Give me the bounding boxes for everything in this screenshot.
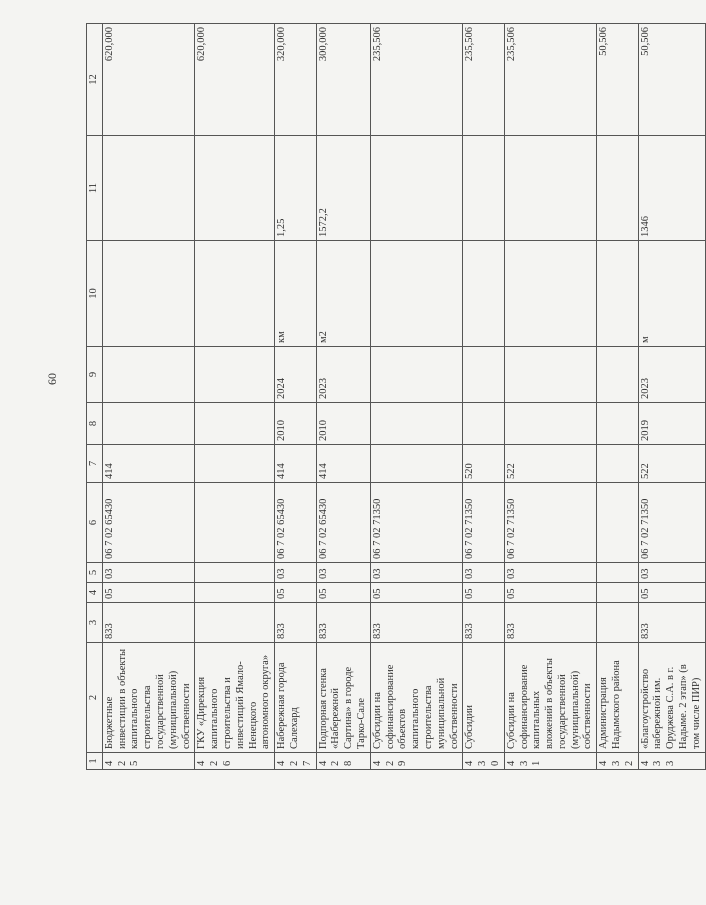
table-cell-col-4 [597, 583, 638, 603]
table-cell-col-10 [463, 241, 504, 347]
table-cell-col-8: 2019 [638, 403, 705, 445]
table-cell-col-6: 06 7 02 71350 [638, 483, 705, 563]
column-header-6: 6 [87, 483, 103, 563]
table-cell-col-9: 2023 [316, 347, 370, 403]
table-cell-col-1: 433 [638, 753, 705, 770]
table-cell-col-3: 833 [370, 603, 463, 643]
table-cell-col-9 [597, 347, 638, 403]
column-header-12: 12 [87, 24, 103, 136]
table-cell-col-2: Бюджетные инвестиции в объекты капитального строительства государственной (муниципальной) собственности [102, 643, 195, 753]
table-cell-col-10: м2 [316, 241, 370, 347]
table-cell-col-9 [370, 347, 463, 403]
column-header-1: 1 [87, 753, 103, 770]
table-cell-col-6 [597, 483, 638, 563]
table-cell-col-5 [597, 563, 638, 583]
table-cell-col-8 [504, 403, 597, 445]
table-cell-col-10: м [638, 241, 705, 347]
table-cell-col-2: Субсидии на софинансирование объектов капитального строительства муниципальной собственности [370, 643, 463, 753]
column-header-5: 5 [87, 563, 103, 583]
column-header-4: 4 [87, 583, 103, 603]
table-cell-col-12: 235,506 [370, 24, 463, 136]
table-cell-col-8 [370, 403, 463, 445]
table-cell-col-6: 06 7 02 71350 [504, 483, 597, 563]
table-cell-col-7: 414 [316, 445, 370, 483]
table-cell-col-8 [597, 403, 638, 445]
table-cell-col-6: 06 7 02 65430 [316, 483, 370, 563]
table-cell-col-6: 06 7 02 65430 [102, 483, 195, 563]
table-cell-col-10 [102, 241, 195, 347]
table-cell-col-5: 03 [316, 563, 370, 583]
table-cell-col-7: 520 [463, 445, 504, 483]
table-cell-col-5: 03 [638, 563, 705, 583]
table-cell-col-9 [195, 347, 275, 403]
table-cell-col-5: 03 [370, 563, 463, 583]
table-cell-col-10 [504, 241, 597, 347]
column-header-11: 11 [87, 136, 103, 241]
table-cell-col-12: 620,000 [102, 24, 195, 136]
table-cell-col-7 [597, 445, 638, 483]
table-header-row [87, 24, 103, 770]
table-cell-col-1: 428 [316, 753, 370, 770]
table-cell-col-1: 431 [504, 753, 597, 770]
table-cell-col-9 [504, 347, 597, 403]
page-number: 60 [45, 373, 59, 385]
table-cell-col-10 [370, 241, 463, 347]
table-cell-col-11: 1572,2 [316, 136, 370, 241]
table-cell-col-8 [195, 403, 275, 445]
table-cell-col-7: 522 [638, 445, 705, 483]
table-cell-col-5: 03 [504, 563, 597, 583]
table-cell-col-12: 620,000 [195, 24, 275, 136]
table-cell-col-12: 235,506 [504, 24, 597, 136]
table-cell-col-5: 03 [463, 563, 504, 583]
table-cell-col-4: 05 [102, 583, 195, 603]
table-row [195, 24, 275, 770]
table-cell-col-7: 414 [102, 445, 195, 483]
table-cell-col-4: 05 [638, 583, 705, 603]
table-row [102, 24, 195, 770]
table-cell-col-3: 833 [275, 603, 316, 643]
column-header-3: 3 [87, 603, 103, 643]
table-cell-col-2: ГКУ «Дирекция капитального строительства и инвестиций Ямало-Ненецкого автономного округа» [195, 643, 275, 753]
table-cell-col-2: Подпорная стенка «Набережной Сартина» в городе Тарко-Сале [316, 643, 370, 753]
table-cell-col-12: 235,506 [463, 24, 504, 136]
table-cell-col-1: 432 [597, 753, 638, 770]
table-row [463, 24, 504, 770]
table-cell-col-5 [195, 563, 275, 583]
table-cell-col-4: 05 [316, 583, 370, 603]
table-cell-col-11 [370, 136, 463, 241]
table-cell-col-8: 2010 [275, 403, 316, 445]
column-header-9: 9 [87, 347, 103, 403]
column-header-10: 10 [87, 241, 103, 347]
table-cell-col-2: Набережная города Салехард [275, 643, 316, 753]
table-row [275, 24, 316, 770]
table-cell-col-7 [370, 445, 463, 483]
table-cell-col-6: 06 7 02 65430 [275, 483, 316, 563]
table-cell-col-12: 50,506 [638, 24, 705, 136]
table-cell-col-4: 05 [275, 583, 316, 603]
table-cell-col-12: 320,000 [275, 24, 316, 136]
table-row [597, 24, 638, 770]
table-cell-col-8: 2010 [316, 403, 370, 445]
table-cell-col-10: км [275, 241, 316, 347]
table-cell-col-6 [195, 483, 275, 563]
table-cell-col-3 [195, 603, 275, 643]
column-header-8: 8 [87, 403, 103, 445]
table-cell-col-1: 426 [195, 753, 275, 770]
table-cell-col-2: Администрация Надымского района [597, 643, 638, 753]
table-cell-col-11 [504, 136, 597, 241]
table-cell-col-11 [463, 136, 504, 241]
table-cell-col-3 [597, 603, 638, 643]
table-cell-col-11: 1,25 [275, 136, 316, 241]
table-cell-col-7: 522 [504, 445, 597, 483]
table-cell-col-7 [195, 445, 275, 483]
table-cell-col-3: 833 [102, 603, 195, 643]
table-cell-col-6: 06 7 02 71350 [370, 483, 463, 563]
table-cell-col-8 [463, 403, 504, 445]
table-row [638, 24, 705, 770]
table-cell-col-2: «Благоустройство набережной им. Оруджева С.А. в г. Надыме. 2 этап» (в том числе ПИР) [638, 643, 705, 753]
table-cell-col-11 [597, 136, 638, 241]
table-cell-col-3: 833 [504, 603, 597, 643]
table-row [316, 24, 370, 770]
budget-table [86, 23, 706, 770]
table-cell-col-9 [463, 347, 504, 403]
table-container [86, 24, 702, 770]
table-cell-col-9: 2023 [638, 347, 705, 403]
table-cell-col-11: 1346 [638, 136, 705, 241]
table-cell-col-11 [102, 136, 195, 241]
table-row [370, 24, 463, 770]
table-cell-col-9 [102, 347, 195, 403]
table-cell-col-3: 833 [638, 603, 705, 643]
table-cell-col-12: 300,000 [316, 24, 370, 136]
table-cell-col-5: 03 [275, 563, 316, 583]
table-cell-col-10 [597, 241, 638, 347]
column-header-2: 2 [87, 643, 103, 753]
table-cell-col-4 [195, 583, 275, 603]
table-cell-col-9: 2024 [275, 347, 316, 403]
table-cell-col-1: 425 [102, 753, 195, 770]
table-cell-col-3: 833 [316, 603, 370, 643]
table-cell-col-2: Субсидии [463, 643, 504, 753]
table-cell-col-4: 05 [463, 583, 504, 603]
table-cell-col-6: 06 7 02 71350 [463, 483, 504, 563]
table-cell-col-4: 05 [370, 583, 463, 603]
table-cell-col-12: 50,506 [597, 24, 638, 136]
column-header-7: 7 [87, 445, 103, 483]
table-row [504, 24, 597, 770]
table-cell-col-2: Субсидии на софинансирование капитальных вложений в объекты государственной (муниципальной) собственности [504, 643, 597, 753]
table-cell-col-7: 414 [275, 445, 316, 483]
table-cell-col-1: 430 [463, 753, 504, 770]
table-cell-col-11 [195, 136, 275, 241]
table-cell-col-5: 03 [102, 563, 195, 583]
table-cell-col-10 [195, 241, 275, 347]
table-cell-col-1: 427 [275, 753, 316, 770]
table-cell-col-3: 833 [463, 603, 504, 643]
table-cell-col-1: 429 [370, 753, 463, 770]
table-cell-col-8 [102, 403, 195, 445]
table-cell-col-4: 05 [504, 583, 597, 603]
